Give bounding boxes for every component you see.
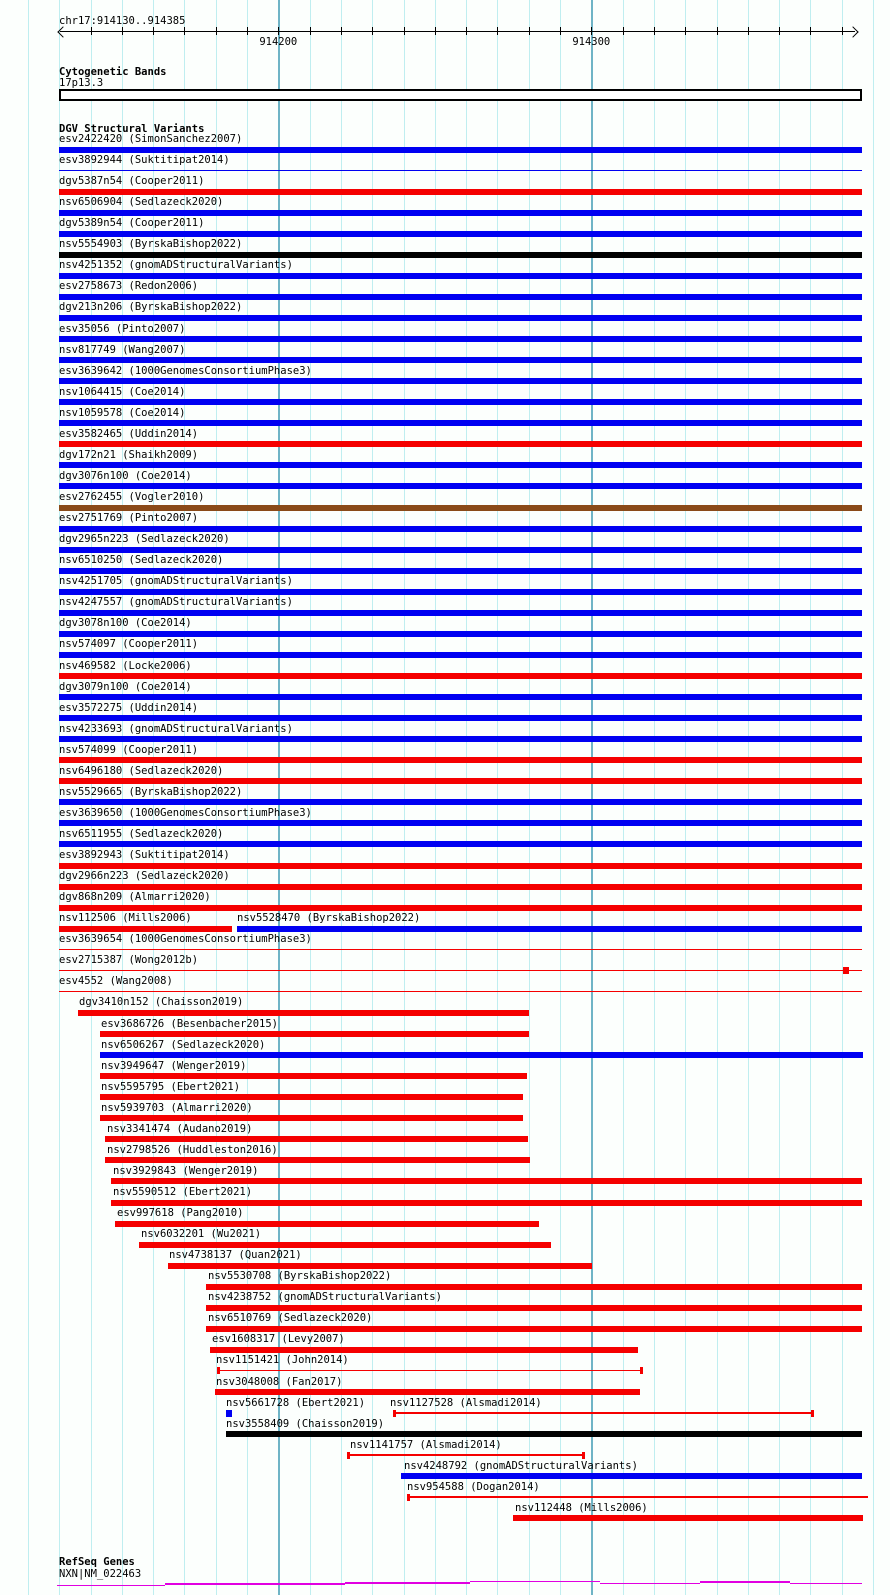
cytogenetic-band-label: 17p13.3 xyxy=(59,77,104,89)
gridline-minor xyxy=(529,0,530,1595)
variant-bar[interactable] xyxy=(59,420,862,426)
variant-label[interactable]: nsv3558409 (Chaisson2019) xyxy=(226,1417,385,1430)
ruler-tick xyxy=(466,27,467,35)
ruler-tick xyxy=(247,27,248,35)
variant-label[interactable]: nsv5529665 (ByrskaBishop2022) xyxy=(59,785,243,798)
variant-bar[interactable] xyxy=(59,252,862,258)
variant-bar[interactable] xyxy=(59,210,862,216)
variant-bar[interactable] xyxy=(111,1178,862,1184)
variant-bar[interactable] xyxy=(59,863,862,869)
ruler-tick xyxy=(122,27,123,35)
variant-label[interactable]: nsv3341474 (Audano2019) xyxy=(107,1122,253,1135)
variant-label[interactable]: esv3686726 (Besenbacher2015) xyxy=(101,1017,279,1030)
variant-bar[interactable] xyxy=(59,568,862,574)
variant-label[interactable]: esv4552 (Wang2008) xyxy=(59,975,173,988)
ruler-tick xyxy=(810,27,811,35)
variant-label[interactable]: nsv954588 (Dogan2014) xyxy=(407,1480,540,1493)
variant-bar[interactable] xyxy=(100,1052,863,1058)
gridline-minor xyxy=(717,0,718,1595)
variant-label[interactable]: nsv4738137 (Quan2021) xyxy=(169,1249,302,1262)
variant-label[interactable]: nsv4233693 (gnomADStructuralVariants) xyxy=(59,722,293,735)
variant-bar[interactable] xyxy=(59,694,862,700)
variant-label[interactable]: nsv3929843 (Wenger2019) xyxy=(113,1164,259,1177)
gridline-minor xyxy=(779,0,780,1595)
variant-label[interactable]: nsv6032201 (Wu2021) xyxy=(141,1228,262,1241)
gridline-minor xyxy=(497,0,498,1595)
variant-bar[interactable] xyxy=(59,757,862,763)
variant-label[interactable]: dgv3079n100 (Coe2014) xyxy=(59,680,192,693)
variant-line[interactable] xyxy=(407,1496,868,1498)
variant-line[interactable] xyxy=(59,970,862,972)
variant-bar[interactable] xyxy=(59,652,862,658)
variant-label[interactable]: nsv5530708 (ByrskaBishop2022) xyxy=(208,1270,392,1283)
ruler-tick xyxy=(404,27,405,35)
variant-bar[interactable] xyxy=(59,820,862,826)
variant-label[interactable]: nsv5939703 (Almarri2020) xyxy=(101,1101,253,1114)
variant-bar[interactable] xyxy=(59,315,862,321)
variant-label[interactable]: nsv112448 (Mills2006) xyxy=(515,1501,648,1514)
variant-line-right-cap xyxy=(811,1410,814,1417)
variant-bar[interactable] xyxy=(226,1431,862,1437)
variant-bar[interactable] xyxy=(210,1347,638,1353)
variant-label[interactable]: nsv5554903 (ByrskaBishop2022) xyxy=(59,238,243,251)
variant-line-right-cap xyxy=(582,1452,585,1459)
gridline-minor xyxy=(748,0,749,1595)
variant-bar[interactable] xyxy=(401,1473,862,1479)
variant-bar[interactable] xyxy=(59,231,862,237)
gridline-minor xyxy=(654,0,655,1595)
variant-bar[interactable] xyxy=(59,841,862,847)
variant-label[interactable]: nsv574099 (Cooper2011) xyxy=(59,743,199,756)
variant-line[interactable] xyxy=(59,949,862,951)
variant-bar[interactable] xyxy=(59,147,862,153)
variant-bar[interactable] xyxy=(100,1115,523,1121)
variant-bar[interactable] xyxy=(100,1073,527,1079)
variant-label[interactable]: esv3572275 (Uddin2014) xyxy=(59,701,199,714)
gene-segment[interactable] xyxy=(165,1583,345,1585)
variant-bar[interactable] xyxy=(59,926,232,932)
variant-line[interactable] xyxy=(217,1370,643,1372)
variant-bar[interactable] xyxy=(513,1515,863,1521)
variant-bar[interactable] xyxy=(59,589,862,595)
variant-label[interactable]: dgv172n21 (Shaikh2009) xyxy=(59,448,199,461)
ruler-tick xyxy=(278,27,279,35)
ruler-tick xyxy=(91,27,92,35)
variant-label[interactable]: nsv5661728 (Ebert2021) xyxy=(226,1396,366,1409)
variant-label[interactable]: dgv5389n54 (Cooper2011) xyxy=(59,217,205,230)
variant-bar[interactable] xyxy=(59,273,862,279)
variant-bar[interactable] xyxy=(59,905,862,911)
variant-bar[interactable] xyxy=(206,1326,862,1332)
variant-label[interactable]: esv2762455 (Vogler2010) xyxy=(59,491,205,504)
gridline-minor xyxy=(810,0,811,1595)
refseq-gene-label: NXN|NM_022463 xyxy=(59,1568,142,1580)
variant-label[interactable]: nsv4251705 (gnomADStructuralVariants) xyxy=(59,575,293,588)
variant-line-left-cap xyxy=(407,1494,410,1501)
gridline-minor xyxy=(466,0,467,1595)
variant-bar[interactable] xyxy=(105,1136,528,1142)
ruler-tick xyxy=(748,27,749,35)
variant-label[interactable]: dgv5387n54 (Cooper2011) xyxy=(59,175,205,188)
ruler-axis-line xyxy=(60,31,855,33)
variant-label[interactable]: nsv4247557 (gnomADStructuralVariants) xyxy=(59,596,293,609)
gridline-minor xyxy=(873,0,874,1595)
variant-line-left-cap xyxy=(347,1452,350,1459)
variant-bar[interactable] xyxy=(206,1305,862,1311)
gridline-minor xyxy=(842,0,843,1595)
ruler-right-arrow-icon xyxy=(847,26,858,37)
variant-label[interactable]: nsv4248792 (gnomADStructuralVariants) xyxy=(404,1459,638,1472)
variant-bar[interactable] xyxy=(78,1010,529,1016)
locus-title: chr17:914130..914385 xyxy=(59,15,186,27)
ruler-tick xyxy=(685,27,686,35)
gridline-minor xyxy=(560,0,561,1595)
variant-label[interactable]: esv35056 (Pinto2007) xyxy=(59,322,186,335)
ruler-tick xyxy=(310,27,311,35)
variant-line[interactable] xyxy=(393,1412,814,1414)
variant-bar[interactable] xyxy=(59,483,862,489)
variant-bar[interactable] xyxy=(59,778,862,784)
ruler-tick xyxy=(372,27,373,35)
variant-label[interactable]: nsv469582 (Locke2006) xyxy=(59,659,192,672)
ruler-tick xyxy=(842,27,843,35)
variant-bar[interactable] xyxy=(206,1284,862,1290)
ruler-tick xyxy=(623,27,624,35)
variant-bar[interactable] xyxy=(59,610,862,616)
variant-label[interactable]: nsv4238752 (gnomADStructuralVariants) xyxy=(208,1291,442,1304)
ruler-tick xyxy=(153,27,154,35)
dgv-section-title: DGV Structural Variants xyxy=(59,123,205,135)
gridline-minor xyxy=(404,0,405,1595)
variant-label[interactable]: esv3892943 (Suktitipat2014) xyxy=(59,849,230,862)
variant-label[interactable]: nsv1059578 (Coe2014) xyxy=(59,406,186,419)
cytogenetic-band-box[interactable] xyxy=(59,89,862,101)
gridline-minor xyxy=(623,0,624,1595)
variant-label[interactable]: nsv574097 (Cooper2011) xyxy=(59,638,199,651)
variant-bar[interactable] xyxy=(100,1094,523,1100)
ruler-tick xyxy=(529,27,530,35)
variant-label[interactable]: dgv213n206 (ByrskaBishop2022) xyxy=(59,301,243,314)
variant-label[interactable]: nsv1151421 (John2014) xyxy=(216,1354,349,1367)
variant-label[interactable]: dgv3410n152 (Chaisson2019) xyxy=(79,996,244,1009)
gene-segment[interactable] xyxy=(470,1581,600,1583)
variant-label[interactable]: nsv6506904 (Sedlazeck2020) xyxy=(59,196,224,209)
variant-box[interactable] xyxy=(226,1410,232,1417)
variant-bar[interactable] xyxy=(59,294,862,300)
variant-bar[interactable] xyxy=(168,1263,592,1269)
variant-label[interactable]: dgv3076n100 (Coe2014) xyxy=(59,469,192,482)
ruler-tick xyxy=(779,27,780,35)
variant-label[interactable]: esv3639650 (1000GenomesConsortiumPhase3) xyxy=(59,806,312,819)
variant-line-right-cap xyxy=(640,1367,643,1374)
cytogenetic-section-title: Cytogenetic Bands xyxy=(59,66,167,78)
gene-segment[interactable] xyxy=(57,1585,165,1587)
variant-line-end-box xyxy=(843,967,849,974)
variant-label[interactable]: nsv6510250 (Sedlazeck2020) xyxy=(59,554,224,567)
variant-bar[interactable] xyxy=(59,357,862,363)
variant-bar[interactable] xyxy=(139,1242,551,1248)
variant-label[interactable]: dgv2965n223 (Sedlazeck2020) xyxy=(59,533,230,546)
variant-bar[interactable] xyxy=(100,1031,529,1037)
variant-label[interactable]: nsv4251352 (gnomADStructuralVariants) xyxy=(59,259,293,272)
variant-bar[interactable] xyxy=(59,715,862,721)
variant-label[interactable]: nsv1064415 (Coe2014) xyxy=(59,385,186,398)
ruler-tick xyxy=(591,27,592,35)
variant-label[interactable]: nsv817749 (Wang2007) xyxy=(59,343,186,356)
variant-label[interactable]: nsv5595795 (Ebert2021) xyxy=(101,1080,241,1093)
refseq-section-title: RefSeq Genes xyxy=(59,1556,135,1568)
ruler-tick-label: 914300 xyxy=(572,36,611,48)
gridline-major xyxy=(591,0,593,1595)
variant-line[interactable] xyxy=(59,991,862,993)
gridline-minor xyxy=(435,0,436,1595)
variant-line[interactable] xyxy=(347,1454,585,1456)
ruler-tick xyxy=(184,27,185,35)
variant-label[interactable]: esv2751769 (Pinto2007) xyxy=(59,512,199,525)
variant-label[interactable]: esv2422420 (SimonSanchez2007) xyxy=(59,133,243,145)
variant-label[interactable]: nsv1127528 (Alsmadi2014) xyxy=(390,1396,542,1409)
variant-label[interactable]: dgv868n209 (Almarri2020) xyxy=(59,891,211,904)
gridline-minor xyxy=(372,0,373,1595)
variant-bar[interactable] xyxy=(215,1389,640,1395)
variant-line[interactable] xyxy=(59,170,862,172)
variant-bar[interactable] xyxy=(59,505,862,511)
variant-label[interactable]: esv3892944 (Suktitipat2014) xyxy=(59,154,230,167)
variant-bar[interactable] xyxy=(59,462,862,468)
variant-bar[interactable] xyxy=(59,189,862,195)
ruler-tick xyxy=(717,27,718,35)
variant-label[interactable]: esv3639654 (1000GenomesConsortiumPhase3) xyxy=(59,933,312,946)
variant-line-left-cap xyxy=(217,1367,220,1374)
ruler-tick-label: 914200 xyxy=(259,36,298,48)
variant-bar[interactable] xyxy=(115,1221,539,1227)
variant-label[interactable]: esv3639642 (1000GenomesConsortiumPhase3) xyxy=(59,364,312,377)
variant-bar[interactable] xyxy=(111,1200,862,1206)
ruler-tick xyxy=(497,27,498,35)
variant-line-left-cap xyxy=(393,1410,396,1417)
variant-label[interactable]: esv1608317 (Levy2007) xyxy=(212,1333,345,1346)
variant-bar[interactable] xyxy=(59,736,862,742)
gene-segment[interactable] xyxy=(345,1582,470,1584)
variant-bar[interactable] xyxy=(59,799,862,805)
gridline-minor xyxy=(28,0,29,1595)
variant-label[interactable]: esv997618 (Pang2010) xyxy=(117,1207,244,1220)
variant-bar[interactable] xyxy=(59,631,862,637)
variant-label[interactable]: nsv112506 (Mills2006) xyxy=(59,912,192,925)
variant-label[interactable]: nsv6511955 (Sedlazeck2020) xyxy=(59,827,224,840)
ruler-tick xyxy=(435,27,436,35)
variant-bar[interactable] xyxy=(59,673,862,679)
variant-bar[interactable] xyxy=(237,926,862,932)
variant-label[interactable]: nsv6510769 (Sedlazeck2020) xyxy=(208,1312,373,1325)
variant-label[interactable]: nsv6496180 (Sedlazeck2020) xyxy=(59,764,224,777)
variant-label[interactable]: nsv5528470 (ByrskaBishop2022) xyxy=(237,912,421,925)
variant-bar[interactable] xyxy=(59,884,862,890)
variant-bar[interactable] xyxy=(59,336,862,342)
variant-label[interactable]: dgv2966n223 (Sedlazeck2020) xyxy=(59,870,230,883)
variant-label[interactable]: nsv5590512 (Ebert2021) xyxy=(113,1186,253,1198)
gene-segment[interactable] xyxy=(790,1583,862,1585)
gene-segment[interactable] xyxy=(600,1583,700,1585)
variant-bar[interactable] xyxy=(105,1157,530,1163)
variant-label[interactable]: esv2758673 (Redon2006) xyxy=(59,280,199,293)
variant-label[interactable]: nsv6506267 (Sedlazeck2020) xyxy=(101,1038,266,1051)
variant-bar[interactable] xyxy=(59,526,862,532)
variant-label[interactable]: esv2715387 (Wong2012b) xyxy=(59,954,199,967)
variant-bar[interactable] xyxy=(59,378,862,384)
ruler-tick xyxy=(341,27,342,35)
variant-label[interactable]: nsv1141757 (Alsmadi2014) xyxy=(350,1438,502,1451)
variant-label[interactable]: nsv2798526 (Huddleston2016) xyxy=(107,1143,278,1156)
variant-bar[interactable] xyxy=(59,399,862,405)
variant-bar[interactable] xyxy=(59,441,862,447)
variant-bar[interactable] xyxy=(59,547,862,553)
gene-segment[interactable] xyxy=(700,1581,790,1583)
gridline-minor xyxy=(685,0,686,1595)
variant-label[interactable]: nsv3949647 (Wenger2019) xyxy=(101,1059,247,1072)
ruler-tick xyxy=(216,27,217,35)
variant-label[interactable]: dgv3078n100 (Coe2014) xyxy=(59,617,192,630)
ruler-tick xyxy=(654,27,655,35)
ruler-tick xyxy=(560,27,561,35)
variant-label[interactable]: nsv3048008 (Fan2017) xyxy=(216,1375,343,1388)
variant-label[interactable]: esv3582465 (Uddin2014) xyxy=(59,427,199,440)
